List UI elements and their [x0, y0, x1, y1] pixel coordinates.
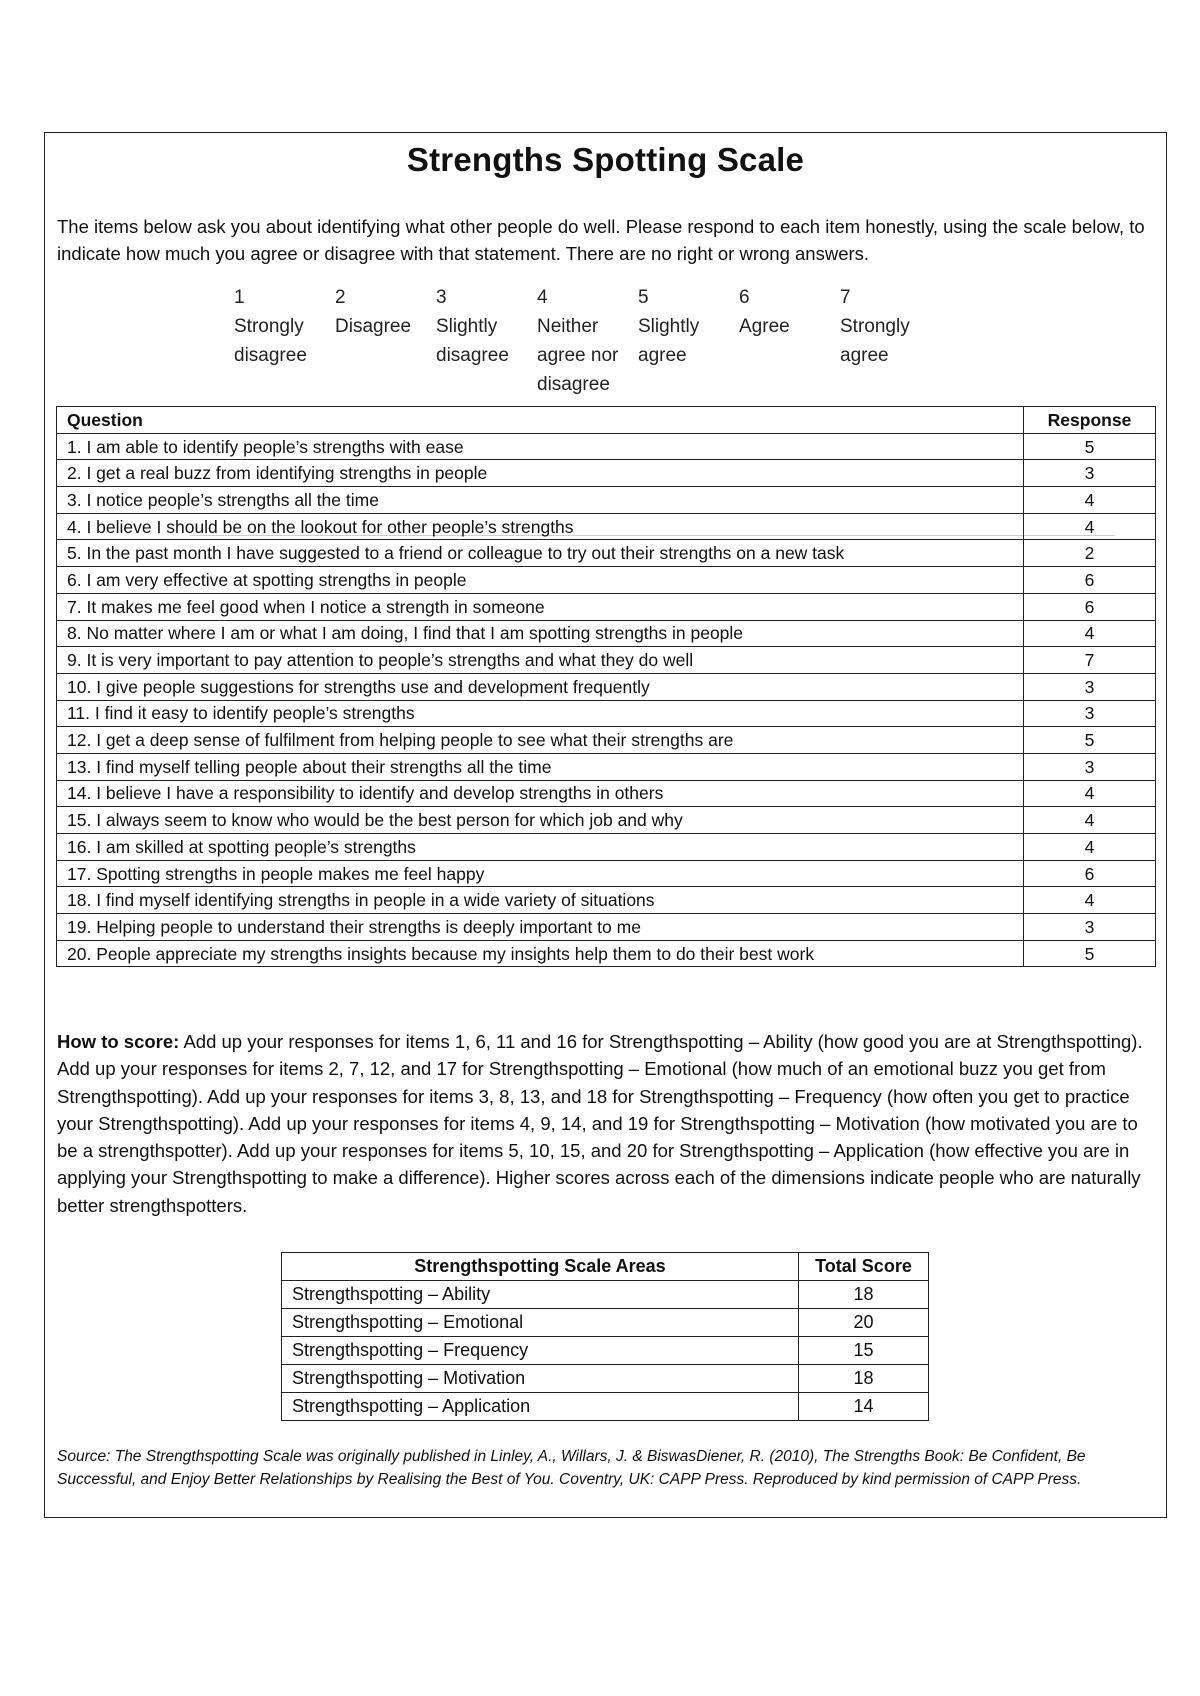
response-cell: 4 — [1024, 620, 1156, 647]
scale-label: Strongly agree — [840, 316, 910, 366]
scale-number: 7 — [840, 287, 851, 308]
area-cell: Strengthspotting – Ability — [282, 1281, 799, 1309]
table-row — [57, 647, 1156, 674]
response-cell: 4 — [1024, 834, 1156, 861]
scale-point-2 — [335, 283, 431, 341]
table-row — [57, 673, 1156, 700]
table-row — [57, 727, 1156, 754]
table-row — [57, 860, 1156, 887]
response-cell: 5 — [1024, 727, 1156, 754]
table-header-row — [57, 407, 1156, 434]
scale-number: 2 — [335, 287, 346, 308]
scale-label: Strongly disagree — [234, 316, 307, 366]
table-row — [282, 1365, 929, 1393]
area-cell: Strengthspotting – Motivation — [282, 1365, 799, 1393]
scale-label: Agree — [739, 316, 790, 337]
question-cell: 9. It is very important to pay attention to people’s strengths and what they do well — [57, 647, 1024, 674]
areas-column-header: Strengthspotting Scale Areas — [282, 1253, 799, 1281]
response-cell: 5 — [1024, 433, 1156, 460]
scale-number: 5 — [638, 287, 649, 308]
scale-label: Slightly agree — [638, 316, 700, 366]
table-row — [282, 1309, 929, 1337]
scale-number: 4 — [537, 287, 548, 308]
question-cell: 4. I believe I should be on the lookout for other people’s strengths — [57, 513, 1024, 540]
scale-label: Slightly disagree — [436, 316, 509, 366]
scale-label: Neither agree nor disagree — [537, 316, 619, 395]
question-cell: 5. In the past month I have suggested to a friend or colleague to try out their strengths on a new task — [57, 540, 1024, 567]
table-row — [57, 700, 1156, 727]
response-cell: 6 — [1024, 860, 1156, 887]
table-row — [57, 433, 1156, 460]
scale-point-6 — [739, 283, 835, 341]
table-row — [282, 1337, 929, 1365]
response-cell: 4 — [1024, 513, 1156, 540]
score-summary-table — [281, 1252, 929, 1421]
question-cell: 12. I get a deep sense of fulfilment from helping people to see what their strengths are — [57, 727, 1024, 754]
table-row — [57, 914, 1156, 941]
scale-label: Disagree — [335, 316, 412, 337]
response-cell: 3 — [1024, 753, 1156, 780]
table-row — [57, 887, 1156, 914]
question-cell: 19. Helping people to understand their strengths is deeply important to me — [57, 914, 1024, 941]
score-cell: 14 — [799, 1393, 929, 1421]
table-header-row — [282, 1253, 929, 1281]
area-cell: Strengthspotting – Emotional — [282, 1309, 799, 1337]
response-column-header: Response — [1024, 407, 1156, 434]
scale-point-7 — [840, 283, 936, 370]
question-cell: 18. I find myself identifying strengths in people in a wide variety of situations — [57, 887, 1024, 914]
response-cell: 3 — [1024, 914, 1156, 941]
response-cell: 4 — [1024, 780, 1156, 807]
how-to-score-lead: How to score: — [57, 1031, 180, 1052]
question-cell: 3. I notice people’s strengths all the time — [57, 487, 1024, 514]
question-cell: 17. Spotting strengths in people makes me feel happy — [57, 860, 1024, 887]
question-cell: 10. I give people suggestions for strengths use and development frequently — [57, 673, 1024, 700]
score-cell: 20 — [799, 1309, 929, 1337]
table-row — [57, 807, 1156, 834]
response-cell: 5 — [1024, 940, 1156, 967]
question-cell: 2. I get a real buzz from identifying strengths in people — [57, 460, 1024, 487]
table-row — [57, 513, 1156, 540]
response-cell: 4 — [1024, 487, 1156, 514]
page-title: Strengths Spotting Scale — [406, 141, 805, 178]
question-cell: 11. I find it easy to identify people’s strengths — [57, 700, 1024, 727]
table-row — [57, 780, 1156, 807]
question-cell: 8. No matter where I am or what I am doing, I find that I am spotting strengths in people — [57, 620, 1024, 647]
table-row — [57, 834, 1156, 861]
table-row — [57, 567, 1156, 594]
table-row — [57, 487, 1156, 514]
area-cell: Strengthspotting – Application — [282, 1393, 799, 1421]
question-cell: 13. I find myself telling people about their strengths all the time — [57, 753, 1024, 780]
scale-point-1 — [234, 283, 330, 370]
question-cell: 1. I am able to identify people’s strengths with ease — [57, 433, 1024, 460]
scale-point-4 — [537, 283, 633, 399]
table-row — [57, 460, 1156, 487]
score-cell: 18 — [799, 1365, 929, 1393]
table-row — [57, 620, 1156, 647]
document-frame — [44, 132, 1167, 1518]
question-cell: 15. I always seem to know who would be the best person for which job and why — [57, 807, 1024, 834]
score-cell: 18 — [799, 1281, 929, 1309]
intro-paragraph: The items below ask you about identifying what other people do well. Please respond to each item honestly, using the scale below, to indicate how much you agree or disagree with that statement. There are no right or wrong answers. — [57, 216, 1145, 264]
question-cell: 7. It makes me feel good when I notice a strength in someone — [57, 593, 1024, 620]
scale-number: 3 — [436, 287, 447, 308]
response-cell: 2 — [1024, 540, 1156, 567]
question-cell: 6. I am very effective at spotting strengths in people — [57, 567, 1024, 594]
response-cell: 3 — [1024, 673, 1156, 700]
scale-point-5 — [638, 283, 734, 370]
response-cell: 6 — [1024, 567, 1156, 594]
response-cell: 4 — [1024, 887, 1156, 914]
response-cell: 6 — [1024, 593, 1156, 620]
response-cell: 7 — [1024, 647, 1156, 674]
area-cell: Strengthspotting – Frequency — [282, 1337, 799, 1365]
question-cell: 20. People appreciate my strengths insights because my insights help them to do their best work — [57, 940, 1024, 967]
response-cell: 3 — [1024, 460, 1156, 487]
table-row — [282, 1281, 929, 1309]
how-to-score-text: Add up your responses for items 1, 6, 11 and 16 for Strengthspotting – Ability (how good you are at Strengthspotting). Add up your responses for items 2, 7, 12, and 17 for Strengthspotting – Emotional (how much of an emotional buzz you get from Strengthspotting). Add up your responses for items 3, 8, 13, and 18 for Strengthspotting – Frequency (how often you get to practice your Strengthspotting). Add up your responses for items 4, 9, 14, and 19 for Strengthspotting – Motivation (how motivated you are to be a strengthspotter). Add up your responses for items 5, 10, 15, and 20 for Strengthspotting – Application (how effective you are in applying your Strengthspotting to make a difference). Higher scores across each of the dimensions indicate people who are naturally better strengthspotters. — [57, 1031, 1143, 1216]
question-cell: 14. I believe I have a responsibility to identify and develop strengths in others — [57, 780, 1024, 807]
questions-table — [56, 406, 1156, 967]
question-cell: 16. I am skilled at spotting people’s strengths — [57, 834, 1024, 861]
table-row — [57, 540, 1156, 567]
source-citation: Source: The Strengthspotting Scale was originally published in Linley, A., Willars, J. & BiswasDiener, R. (2010), The Strengths Book: Be Confident, Be Successful, and Enjoy Better Relationships by Realising the Best of You. Coventry, UK: CAPP Press. Reproduced by kind permission of CAPP Press. — [57, 1448, 1086, 1488]
table-row — [57, 753, 1156, 780]
table-row — [57, 593, 1156, 620]
table-row — [57, 940, 1156, 967]
question-column-header: Question — [57, 407, 1024, 434]
total-score-column-header: Total Score — [799, 1253, 929, 1281]
table-row — [282, 1393, 929, 1421]
response-cell: 4 — [1024, 807, 1156, 834]
scale-number: 1 — [234, 287, 245, 308]
scale-point-3 — [436, 283, 532, 370]
how-to-score-paragraph — [57, 1028, 1152, 1219]
score-cell: 15 — [799, 1337, 929, 1365]
scale-number: 6 — [739, 287, 750, 308]
response-cell: 3 — [1024, 700, 1156, 727]
